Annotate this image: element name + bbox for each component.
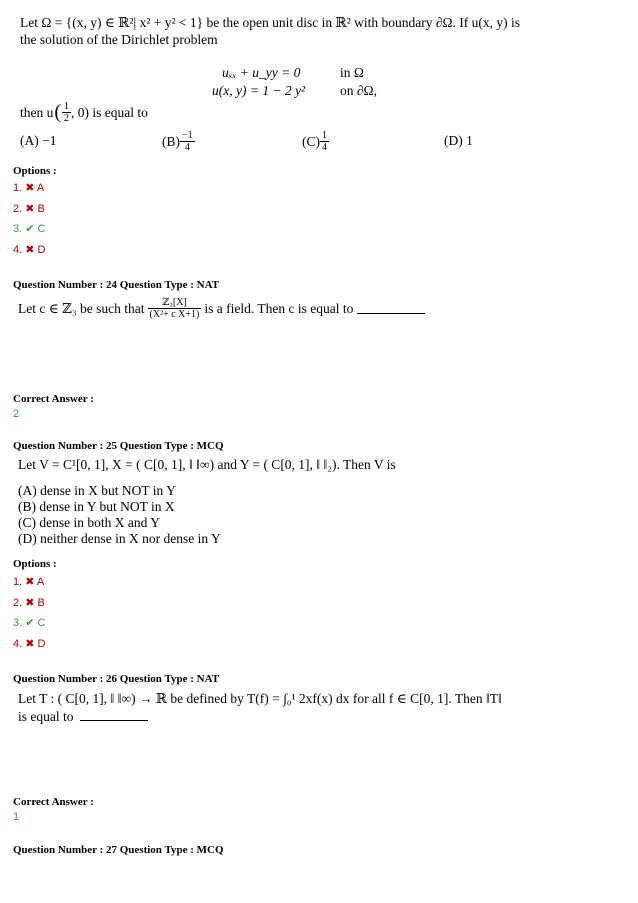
q23-choice-b-num: −1 <box>182 130 193 141</box>
cross-icon: ✖ <box>25 244 35 256</box>
q25-option-label: A <box>36 576 45 588</box>
q23-choice-b-fraction <box>180 130 195 153</box>
answer-blank <box>357 303 425 314</box>
checkmark-icon: ✔ <box>25 223 35 235</box>
q23-option-num: 1. <box>13 182 23 194</box>
q23-option-3 <box>13 222 45 235</box>
q26-text-line1: Let T : ( C[0, 1], ‖ ‖∞) → ℝ be defined by T(f) = ∫₀¹ 2xf(x) dx for all f ∈ C[0, 1]. Then ‖T‖ <box>18 691 502 706</box>
q23-choice-a: (A) −1 <box>20 133 57 148</box>
q23-option-2 <box>13 202 45 215</box>
q25-option-num: 3. <box>13 617 23 629</box>
q23-option-label: D <box>37 244 46 256</box>
cross-icon: ✖ <box>25 576 35 588</box>
q24-text-pre: Let c ∈ ℤ₃ be such that <box>18 301 145 316</box>
q24-header: Question Number : 24 Question Type : NAT <box>13 279 220 291</box>
q23-choice-b-den: 4 <box>184 142 190 153</box>
q23-option-label: B <box>37 203 45 215</box>
q25-option-label: B <box>37 597 45 609</box>
q25-option-2 <box>13 596 45 609</box>
q23-choice-b <box>162 130 195 153</box>
q23-choice-d: (D) 1 <box>444 133 473 148</box>
cross-icon: ✖ <box>25 182 35 194</box>
q23-then-post: , 0) is equal to <box>71 105 148 120</box>
q23-option-label: C <box>37 223 46 235</box>
q23-option-num: 4. <box>13 244 23 256</box>
q25-option-num: 2. <box>13 597 23 609</box>
q25-option-3 <box>13 616 45 629</box>
q26-text-line2-label: is equal to <box>18 709 74 724</box>
q23-then-pre: then u <box>20 105 54 120</box>
q23-equation2-domain: on ∂Ω, <box>340 83 377 98</box>
q23-then-paren: ( <box>54 101 62 123</box>
q25-choice-b: (B) dense in Y but NOT in X <box>18 499 175 514</box>
q24-correct-title: Correct Answer : <box>13 393 94 405</box>
q25-option-label: C <box>37 617 46 629</box>
checkmark-icon: ✔ <box>25 617 35 629</box>
q23-then-line <box>20 101 148 124</box>
q23-choice-c-fraction <box>320 130 329 153</box>
q24-frac-num: ℤ₃[X] <box>148 297 202 309</box>
cross-icon: ✖ <box>25 203 35 215</box>
q23-choice-c-den: 4 <box>322 142 327 153</box>
cross-icon: ✖ <box>25 597 35 609</box>
q24-text-post: is a field. Then c is equal to <box>204 301 354 316</box>
q23-option-num: 3. <box>13 223 23 235</box>
q25-header: Question Number : 25 Question Type : MCQ <box>13 440 224 452</box>
q25-choice-d: (D) neither dense in X nor dense in Y <box>18 531 221 546</box>
q25-option-label: D <box>37 638 46 650</box>
q23-equation1-domain: in Ω <box>340 65 364 80</box>
q25-options-title: Options : <box>13 558 57 570</box>
q27-header: Question Number : 27 Question Type : MCQ <box>13 844 224 856</box>
q23-then-frac-num: 1 <box>64 101 70 112</box>
q26-correct-title: Correct Answer : <box>13 796 94 808</box>
q23-choice-b-label: (B) <box>162 134 180 149</box>
q25-choice-a: (A) dense in X but NOT in Y <box>18 483 176 498</box>
q26-text-line2 <box>18 708 148 725</box>
q24-frac-den: (X²+ c X+1) <box>149 309 200 320</box>
q23-choice-c-label: (C) <box>302 134 320 149</box>
q23-option-4 <box>13 243 45 256</box>
q23-option-1 <box>13 181 44 194</box>
q23-option-num: 2. <box>13 203 23 215</box>
q23-options-title: Options : <box>13 165 57 177</box>
q24-correct-value: 2 <box>13 408 20 420</box>
q26-header: Question Number : 26 Question Type : NAT <box>13 673 220 685</box>
q23-equation2: u(x, y) = 1 − 2 y² <box>212 83 306 98</box>
q25-choice-c: (C) dense in both X and Y <box>18 515 160 530</box>
q23-choice-c <box>302 130 329 153</box>
q26-correct-value: 1 <box>13 811 20 823</box>
q23-intro-line1: Let Ω = {(x, y) ∈ ℝ²| x² + y² < 1} be the open unit disc in ℝ² with boundary ∂Ω. If u(x, y) is <box>20 15 521 30</box>
q25-option-num: 1. <box>13 576 23 588</box>
q23-intro-line2: the solution of the Dirichlet problem <box>20 32 218 47</box>
q24-fraction <box>148 297 202 320</box>
cross-icon: ✖ <box>25 638 35 650</box>
answer-blank <box>80 710 148 721</box>
q23-equation1: uₓₓ + u_yy = 0 <box>222 65 301 80</box>
q23-then-fraction <box>62 101 71 124</box>
q23-option-label: A <box>36 182 45 194</box>
q25-option-1 <box>13 575 44 588</box>
q23-then-frac-den: 2 <box>64 113 70 124</box>
q24-text <box>18 297 425 320</box>
q25-option-4 <box>13 637 45 650</box>
q25-text: Let V = C¹[0, 1], X = ( C[0, 1], ‖ ‖∞) and Y = ( C[0, 1], ‖ ‖₂). Then V is <box>18 457 396 472</box>
q23-choice-c-num: 1 <box>322 130 327 141</box>
q25-option-num: 4. <box>13 638 23 650</box>
